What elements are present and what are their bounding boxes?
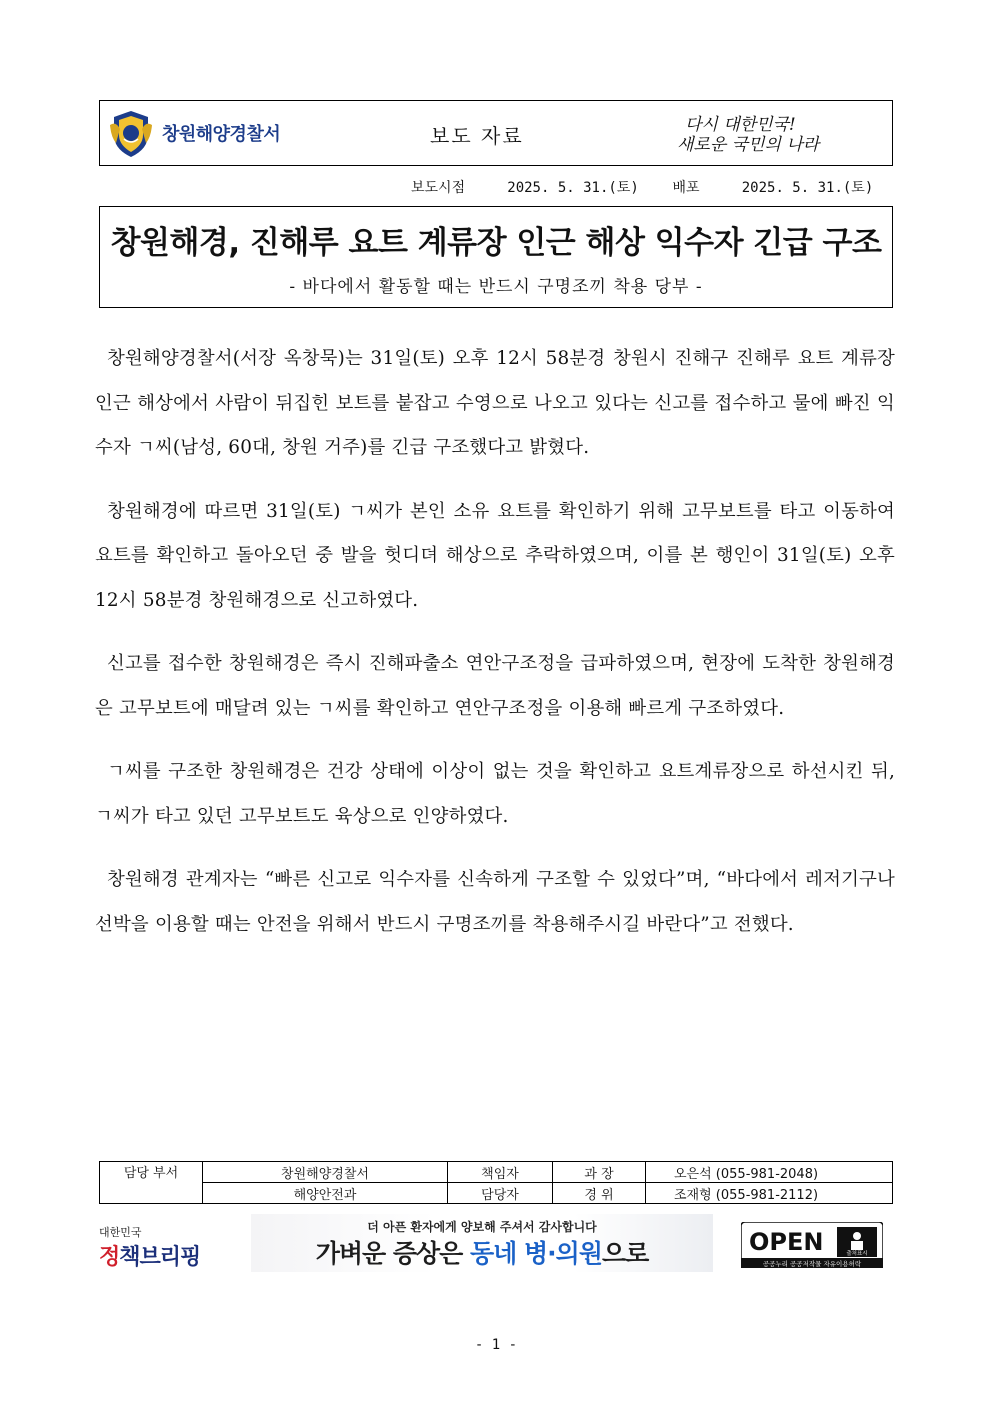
contact-table: [99, 1161, 893, 1204]
banner-headline: [251, 1234, 713, 1270]
release-info: [411, 177, 873, 197]
open-label: OPEN: [749, 1228, 824, 1256]
slogan-line1: 다시 대한민국!: [685, 115, 796, 135]
policy-briefing-small: 대한민국: [99, 1226, 142, 1239]
open-tag: 출처표시: [846, 1251, 868, 1257]
table-row: [100, 1162, 893, 1183]
org-name: 창원해양경찰서: [162, 124, 281, 145]
contact-rank: 과 장: [553, 1162, 646, 1183]
person-icon: [853, 1232, 861, 1240]
policy-briefing-logo: [99, 1224, 209, 1272]
campaign-banner[interactable]: [251, 1214, 713, 1272]
contact-role: 담당자: [448, 1183, 553, 1204]
footer: [99, 1214, 893, 1274]
headline-box: [99, 206, 893, 308]
contact-person: 오은석 (055-981-2048): [646, 1162, 893, 1183]
paragraph: 창원해경 관계자는 “빠른 신고로 익수자를 신속하게 구조할 수 있었다”며, “바다에서 레저기구나 선박을 이용할 때는 안전을 위해서 반드시 구명조끼를 착용해주시길 바란다”고 전했다.: [95, 869, 895, 935]
headline: 창원해경, 진해루 요트 계류장 인근 해상 익수자 긴급 구조: [110, 225, 882, 261]
policy-briefing-wordmark: [99, 1240, 209, 1271]
policy-briefing-word1: 정: [99, 1245, 120, 1270]
coast-guard-emblem-icon: [108, 109, 154, 159]
distribution-label: 배포: [672, 180, 700, 196]
banner-headline-part1: 가벼운 증상은: [315, 1239, 471, 1268]
banner-headline-part2: 동네 병·의원: [470, 1239, 602, 1268]
dept-label: 담당 부서: [100, 1162, 203, 1204]
contact-role: 책임자: [448, 1162, 553, 1183]
contact-rank: 경 위: [553, 1183, 646, 1204]
paragraph: 신고를 접수한 창원해경은 즉시 진해파출소 연안구조정을 급파하였으며, 현장에 도착한 창원해경은 고무보트에 매달려 있는 ㄱ씨를 확인하고 연안구조정을 이용해 빠르게 구조하였다.: [95, 653, 895, 719]
contact-person: 조재형 (055-981-2112): [646, 1183, 893, 1204]
government-slogan: [645, 109, 885, 159]
release-time-value: 2025. 5. 31.(토): [507, 180, 639, 196]
article-body: [95, 337, 895, 966]
open-license-text: 공공누리 공공저작물 자유이용허락: [762, 1260, 862, 1268]
dept-org: 창원해양경찰서: [203, 1162, 448, 1183]
table-row: [100, 1183, 893, 1204]
banner-headline-part3: 으로: [601, 1239, 649, 1268]
dept-unit: 해양안전과: [203, 1183, 448, 1204]
paragraph: 창원해경에 따르면 31일(토) ㄱ씨가 본인 소유 요트를 확인하기 위해 고무보트를 타고 이동하여 요트를 확인하고 돌아오던 중 발을 헛디뎌 해상으로 추락하였으며, 이를 본 행인이 31일(토) 오후 12시 58분경 창원해경으로 신고하였다.: [95, 500, 895, 611]
policy-briefing-word2: 책브리핑: [119, 1245, 201, 1270]
page-number: - 1 -: [474, 1337, 518, 1353]
open-license-badge: [741, 1222, 883, 1268]
release-time-label: 보도시점: [411, 180, 466, 196]
slogan-line2: 새로운 국민의 나라: [677, 135, 820, 155]
distribution-value: 2025. 5. 31.(토): [741, 180, 874, 196]
paragraph: ㄱ씨를 구조한 창원해경은 건강 상태에 이상이 없는 것을 확인하고 요트계류장으로 하선시킨 뒤, ㄱ씨가 타고 있던 고무보트도 육상으로 인양하였다.: [95, 761, 895, 827]
paragraph: 창원해양경찰서(서장 옥창묵)는 31일(토) 오후 12시 58분경 창원시 진해구 진해루 요트 계류장 인근 해상에서 사람이 뒤집힌 보트를 붙잡고 수영으로 나오고 있다는 신고를 접수하고 물에 빠진 익수자 ㄱ씨(남성, 60대, 창원 거주)를 긴급 구조했다고 밝혔다.: [95, 348, 895, 458]
press-release-header: [99, 100, 893, 166]
sub-headline: - 바다에서 활동할 때는 반드시 구명조끼 착용 당부 -: [289, 277, 703, 297]
banner-caption: 더 아픈 환자에게 양보해 주셔서 감사합니다: [367, 1220, 597, 1234]
document-type: 보도 자료: [430, 124, 524, 148]
